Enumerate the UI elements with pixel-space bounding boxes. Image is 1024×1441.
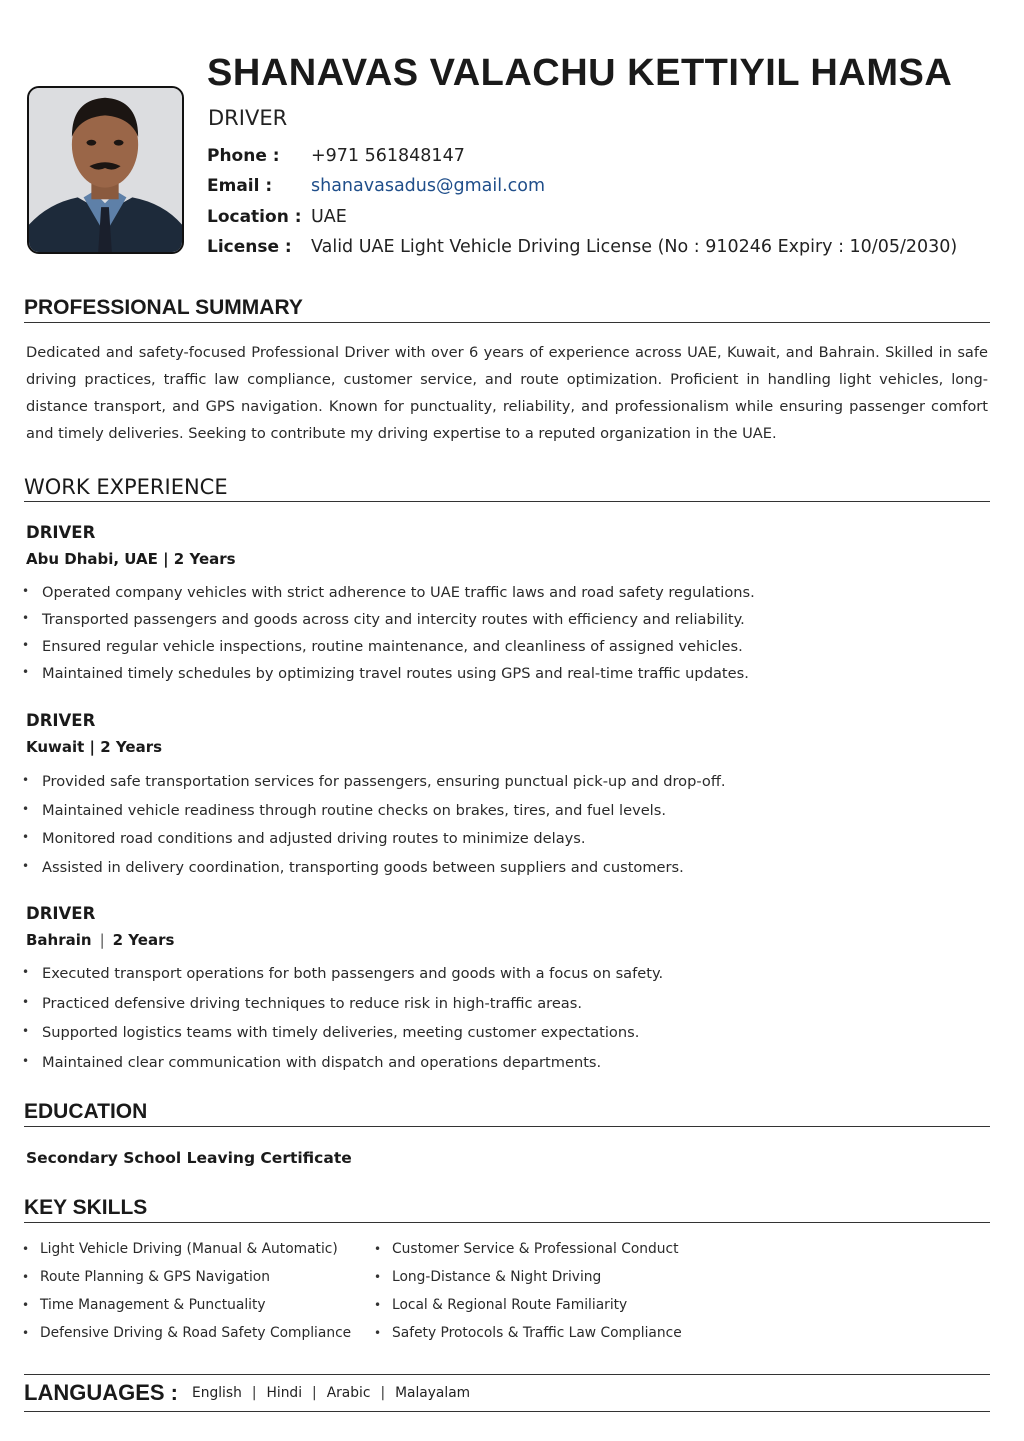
experience-heading: WORK EXPERIENCE: [24, 475, 990, 502]
skill-item: • Defensive Driving & Road Safety Compliance: [22, 1323, 351, 1351]
job-3-location: Bahrain | 2 Years: [26, 931, 175, 949]
list-item: • Maintained vehicle readiness through routine checks on brakes, tires, and fuel levels.: [22, 802, 726, 831]
email-label: Email :: [207, 176, 273, 196]
list-item: • Provided safe transportation services for passengers, ensuring punctual pick-up and drop-off.: [22, 773, 726, 802]
list-item: • Maintained clear communication with dispatch and operations departments.: [22, 1054, 663, 1084]
job-3-duration: 2 Years: [112, 931, 175, 949]
education-item: Secondary School Leaving Certificate: [26, 1149, 352, 1167]
skills-heading: KEY SKILLS: [24, 1196, 990, 1223]
location-label: Location :: [207, 207, 302, 227]
list-item: • Monitored road conditions and adjusted driving routes to minimize delays.: [22, 830, 726, 859]
skills-column-right: [374, 1239, 682, 1351]
candidate-role: DRIVER: [208, 106, 288, 130]
skill-item: • Safety Protocols & Traffic Law Compliance: [374, 1323, 682, 1351]
job-3-duties: [22, 965, 663, 1083]
list-item: • Transported passengers and goods across city and intercity routes with efficiency and reliability.: [22, 611, 755, 638]
list-item: • Ensured regular vehicle inspections, routine maintenance, and cleanliness of assigned vehicles.: [22, 638, 755, 665]
language-item: Hindi: [266, 1385, 303, 1401]
location-value: UAE: [311, 207, 347, 227]
divider: |: [251, 1385, 257, 1401]
phone-value[interactable]: +971 561848147: [311, 146, 465, 166]
languages-list: [192, 1385, 470, 1401]
list-item: • Operated company vehicles with strict adherence to UAE traffic laws and road safety regulations.: [22, 584, 755, 611]
job-1-title: DRIVER: [26, 523, 96, 542]
list-item: • Practiced defensive driving techniques to reduce risk in high-traffic areas.: [22, 995, 663, 1025]
skill-item: • Long-Distance & Night Driving: [374, 1267, 682, 1295]
list-item: • Supported logistics teams with timely deliveries, meeting customer expectations.: [22, 1024, 663, 1054]
skill-item: • Time Management & Punctuality: [22, 1295, 351, 1323]
summary-heading: PROFESSIONAL SUMMARY: [24, 296, 990, 323]
skill-item: • Local & Regional Route Familiarity: [374, 1295, 682, 1323]
list-item: • Maintained timely schedules by optimizing travel routes using GPS and real-time traffic updates.: [22, 665, 755, 692]
candidate-name: SHANAVAS VALACHU KETTIYIL HAMSA: [207, 52, 953, 94]
job-3-place: Bahrain: [26, 931, 92, 949]
profile-photo: [27, 86, 184, 254]
language-item: Malayalam: [395, 1385, 471, 1401]
languages-heading: LANGUAGES :: [24, 1380, 178, 1405]
license-value: Valid UAE Light Vehicle Driving License (No : 910246 Expiry : 10/05/2030): [311, 237, 958, 257]
language-item: English: [192, 1385, 242, 1401]
contact-email: [207, 172, 987, 200]
contact-license: [207, 233, 987, 261]
skill-item: • Customer Service & Professional Conduct: [374, 1239, 682, 1267]
contact-phone: [207, 142, 987, 170]
divider: |: [312, 1385, 317, 1401]
education-heading: EDUCATION: [24, 1100, 990, 1127]
skill-item: • Light Vehicle Driving (Manual & Automatic): [22, 1239, 351, 1267]
job-2-duties: [22, 773, 726, 887]
languages-section: [24, 1374, 990, 1412]
job-3-title: DRIVER: [26, 904, 96, 923]
list-item: • Executed transport operations for both passengers and goods with a focus on safety.: [22, 965, 663, 995]
skills-column-left: [22, 1239, 351, 1351]
license-label: License :: [207, 237, 292, 257]
email-link[interactable]: shanavasadus@gmail.com: [311, 176, 546, 196]
skill-item: • Route Planning & GPS Navigation: [22, 1267, 351, 1295]
contact-location: [207, 203, 987, 231]
phone-label: Phone :: [207, 146, 280, 166]
job-1-location: Abu Dhabi, UAE | 2 Years: [26, 550, 236, 568]
job-2-title: DRIVER: [26, 711, 96, 730]
list-item: • Assisted in delivery coordination, transporting goods between suppliers and customers.: [22, 859, 726, 888]
language-item: Arabic: [326, 1385, 371, 1401]
job-1-duties: [22, 584, 755, 692]
divider: |: [380, 1385, 386, 1401]
summary-text: Dedicated and safety-focused Professional Driver with over 6 years of experience across UAE, Kuwait, and Bahrain. Skilled in safe driving practices, traffic law compliance, customer service, and route optimization. Proficient in handling light vehicles, long-distance transport, and GPS navigation. Known for punctuality, reliability, and professionalism while ensuring passenger comfort and timely deliveries. Seeking to contribute my driving expertise to a reputed organization in the UAE.: [26, 344, 988, 442]
job-2-location: Kuwait | 2 Years: [26, 738, 163, 756]
